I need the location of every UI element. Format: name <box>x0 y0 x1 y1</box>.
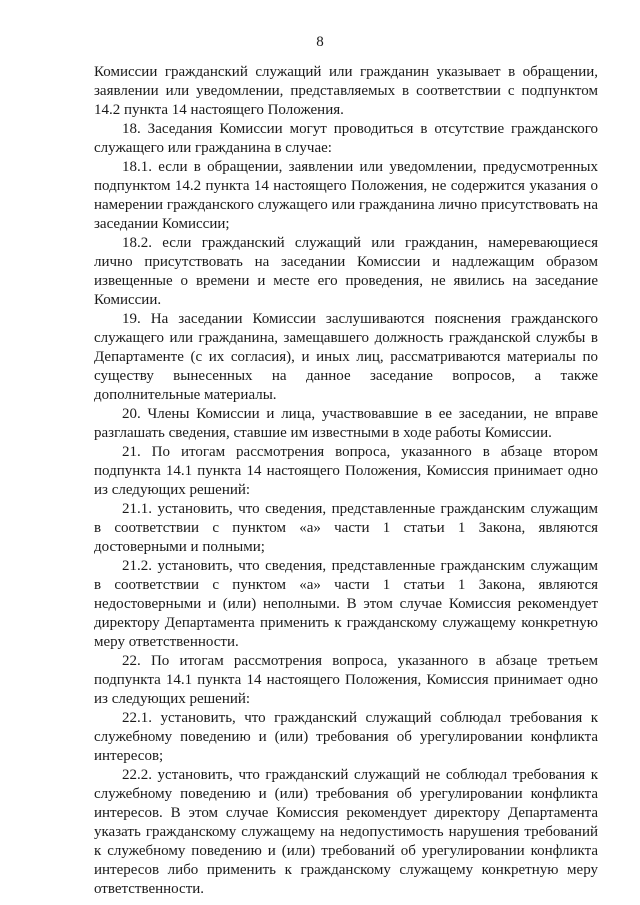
page-number: 8 <box>316 34 324 50</box>
paragraph-22: 22. По итогам рассмотрения вопроса, указанного в абзаце третьем подпункта 14.1 пункта 14 настоящего Положения, Комиссия принимает одно из следующих решений: <box>94 653 598 707</box>
paragraph-19: 19. На заседании Комиссии заслушиваются пояснения гражданского служащего или гражданина, замещавшего должность гражданской службы в Департаменте (с их согласия), и иных лиц, рассматриваются материалы по существу вынесенных на данное заседание вопросов, а также дополнительные материалы. <box>94 311 598 403</box>
paragraph-18: 18. Заседания Комиссии могут проводиться в отсутствие гражданского служащего или гражданина в случае: <box>94 121 598 156</box>
paragraph-21: 21. По итогам рассмотрения вопроса, указанного в абзаце втором подпункта 14.1 пункта 14 настоящего Положения, Комиссия принимает одно из следующих решений: <box>94 444 598 498</box>
paragraph-20: 20. Члены Комиссии и лица, участвовавшие в ее заседании, не вправе разглашать сведения, ставшие им известными в ходе работы Комиссии. <box>94 406 598 441</box>
paragraph-22-2: 22.2. установить, что гражданский служащий не соблюдал требования к служебному поведению и (или) требования об урегулировании конфликта интересов. В этом случае Комиссия рекомендует директору Департамента указать гражданскому служащему на недопустимость нарушения требований к служебному поведению и (или) требований об урегулировании конфликта интересов либо применить к гражданскому служащему конкретную меру ответственности. <box>94 767 598 897</box>
paragraph-21-1: 21.1. установить, что сведения, представленные гражданским служащим в соответствии с пунктом «а» части 1 статьи 1 Закона, являются достоверными и полными; <box>94 501 598 555</box>
paragraph-22-1: 22.1. установить, что гражданский служащий соблюдал требования к служебному поведению и (или) требования об урегулировании конфликта интересов; <box>94 710 598 764</box>
paragraph-21-2: 21.2. установить, что сведения, представленные гражданским служащим в соответствии с пунктом «а» части 1 статьи 1 Закона, являются недостоверными и (или) неполными. В этом случае Комиссия рекомендует директору Департамента применить к гражданскому служащему конкретную меру ответственности. <box>94 558 598 650</box>
paragraph-continuation: Комиссии гражданский служащий или гражданин указывает в обращении, заявлении или уведомлении, представляемых в соответствии с подпунктом 14.2 пункта 14 настоящего Положения. <box>94 64 598 118</box>
paragraph-18-1: 18.1. если в обращении, заявлении или уведомлении, предусмотренных подпунктом 14.2 пункта 14 настоящего Положения, не содержится указания о намерении гражданского служащего или гражданина лично присутствовать на заседании Комиссии; <box>94 159 598 232</box>
document-body <box>94 63 598 899</box>
paragraph-18-2: 18.2. если гражданский служащий или гражданин, намеревающиеся лично присутствовать на заседании Комиссии и надлежащим образом извещенные о времени и месте его проведения, не явились на заседание Комиссии. <box>94 235 598 308</box>
